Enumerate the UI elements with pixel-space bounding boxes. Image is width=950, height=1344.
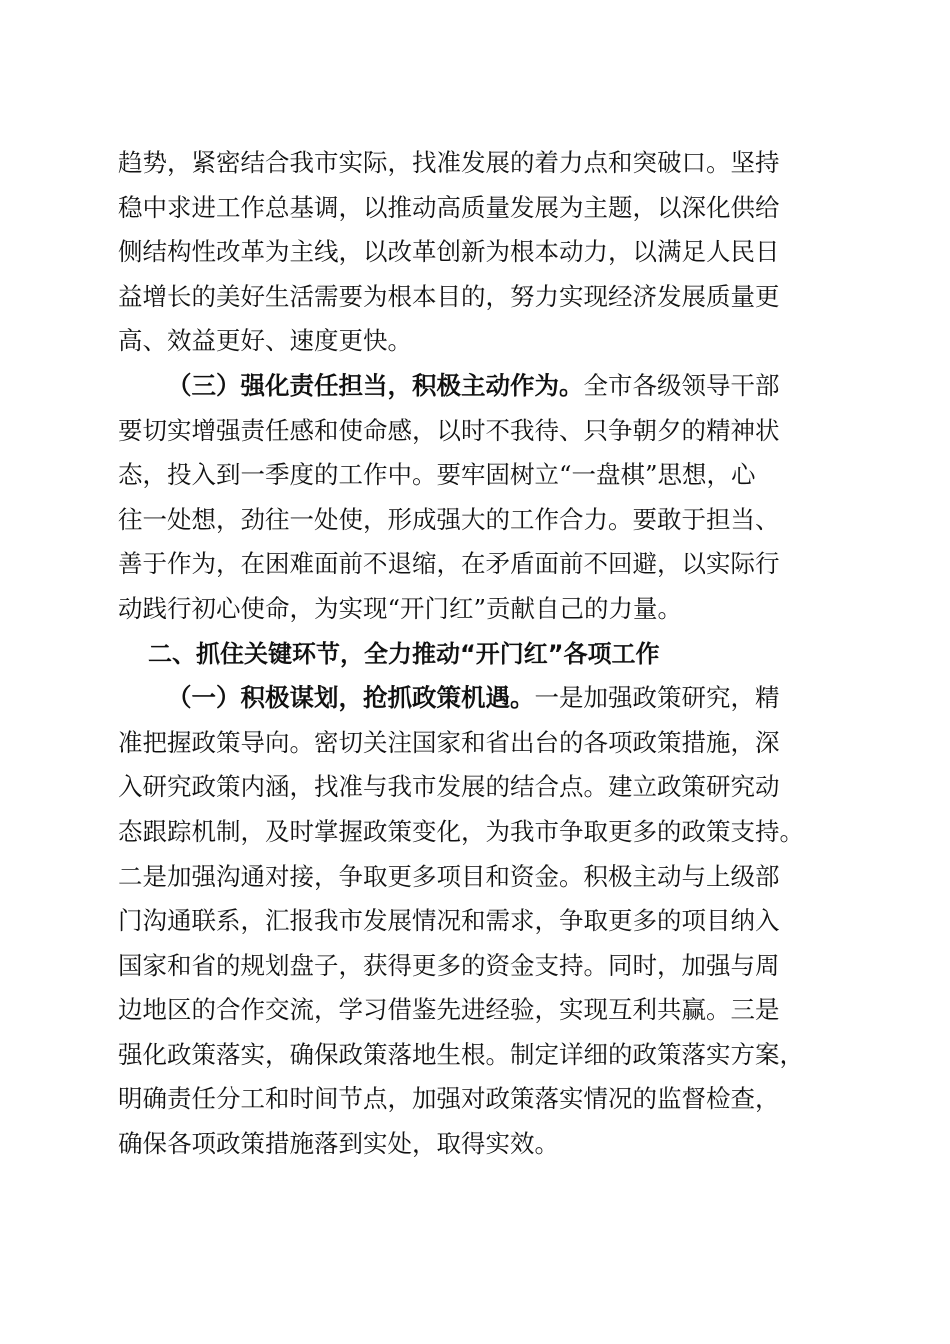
text-line: 强化政策落实，确保政策落地生根。制定详细的政策落实方案， bbox=[118, 1039, 804, 1069]
text-line: 趋势，紧密结合我市实际，找准发展的着力点和突破口。坚持 bbox=[118, 148, 780, 177]
text-line bbox=[118, 364, 846, 409]
text-line: 明确责任分工和时间节点，加强对政策落实情况的监督检查， bbox=[118, 1084, 780, 1114]
text-line: 确保各项政策措施落到实处，取得实效。 bbox=[118, 1129, 559, 1159]
text-line: 边地区的合作交流，学习借鉴先进经验，实现互利共赢。三是 bbox=[118, 995, 780, 1025]
text-line: 二是加强沟通对接，争取更多项目和资金。积极主动与上级部 bbox=[118, 861, 780, 891]
text-line: 国家和省的规划盘子，获得更多的资金支持。同时，加强与周 bbox=[118, 950, 780, 980]
text-line: 益增长的美好生活需要为根本目的，努力实现经济发展质量更 bbox=[118, 281, 780, 311]
text-run: 全市各级领导干部 bbox=[583, 370, 780, 400]
document-body bbox=[118, 141, 846, 1167]
text-line: 动践行初心使命，为实现“开门红”贡献自己的力量。 bbox=[118, 593, 683, 623]
text-line: 门沟通联系，汇报我市发展情况和需求，争取更多的项目纳入 bbox=[118, 906, 780, 936]
text-line bbox=[118, 676, 846, 721]
paragraph-development-trend bbox=[118, 141, 846, 364]
text-line: 往一处想，劲往一处使，形成强大的工作合力。要敢于担当、 bbox=[118, 504, 780, 534]
text-line: 入研究政策内涵，找准与我市发展的结合点。建立政策研究动 bbox=[118, 772, 780, 802]
text-line: 要切实增强责任感和使命感，以时不我待、只争朝夕的精神状 bbox=[118, 415, 780, 445]
subsection-lead-1: （一）积极谋划，抢抓政策机遇。 bbox=[167, 683, 535, 713]
paragraph-responsibility bbox=[118, 364, 846, 632]
text-run: 一是加强政策研究，精 bbox=[534, 683, 780, 713]
text-line: 侧结构性改革为主线，以改革创新为根本动力，以满足人民日 bbox=[118, 237, 780, 267]
subsection-lead-3: （三）强化责任担当，积极主动作为。 bbox=[167, 370, 584, 400]
text-line: 稳中求进工作总基调，以推动高质量发展为主题，以深化供给 bbox=[118, 192, 780, 222]
text-line: 准把握政策导向。密切关注国家和省出台的各项政策措施，深 bbox=[118, 727, 780, 757]
section-heading-text: 二、抓住关键环节，全力推动“开门红”各项工作 bbox=[148, 639, 660, 668]
text-line: 态跟踪机制，及时掌握政策变化，为我市争取更多的政策支持。 bbox=[118, 816, 804, 846]
text-line: 善于作为，在困难面前不退缩，在矛盾面前不回避，以实际行 bbox=[118, 549, 780, 579]
text-line: 态，投入到一季度的工作中。要牢固树立“一盘棋”思想，心 bbox=[118, 460, 756, 490]
section-heading bbox=[118, 632, 846, 677]
text-line: 高、效益更好、速度更快。 bbox=[118, 326, 412, 356]
paragraph-policy-opportunity bbox=[118, 676, 846, 1167]
